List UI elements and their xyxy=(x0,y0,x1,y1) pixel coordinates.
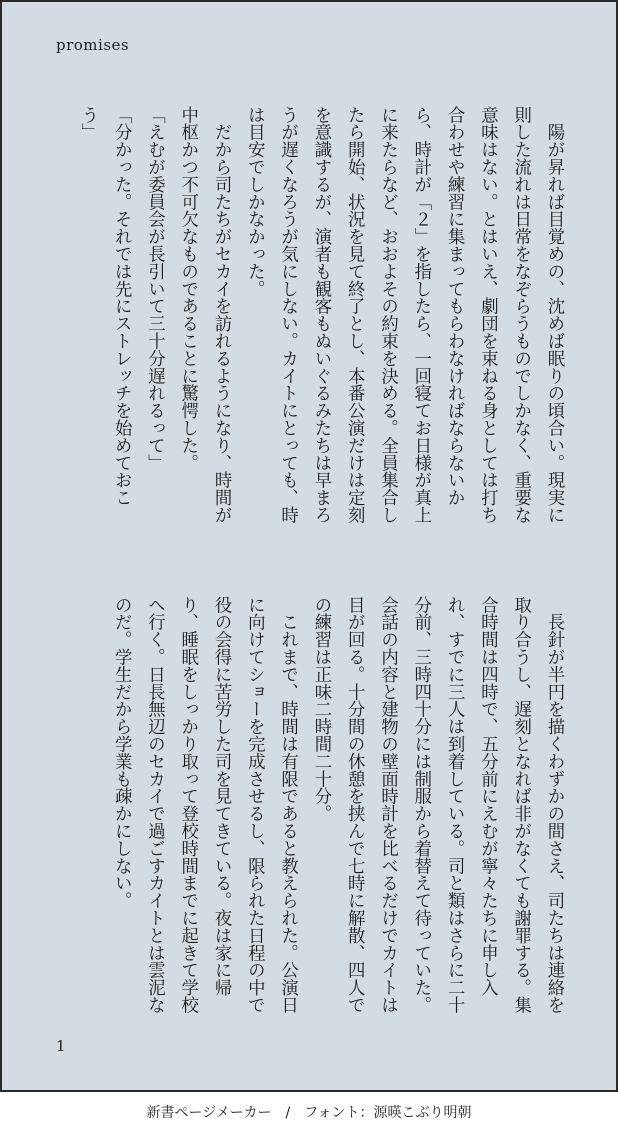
footer-credit: 新書ページメーカー / フォント：源暎こぶり明朝 xyxy=(146,1105,472,1121)
text-column-bottom: 長針が半円を描くわずかの間さえ、司たちは連絡を取り合うし、遅刻となれば非がなくても謝罪する。集合時間は四時で、五分前にえむが寧々たちに申し入れ、すでに三人は到着している。司と類はさらに二十分前、三時四十分には制服から着替えて待っていた。会話の内容と建物の壁面時計を比べるだけでカイトは目が回る。十分間の休憩を挟んで七時に解散、四人での練習は正味二時間二十分。 これまで、時間は有限であると教えられた。公演日に向けてショーを完成させるし、限られた日程の中で役の会得に苦労した司を見てきている。夜は家に帰り、睡眠をしっかり取って登校時間までに起きて学校へ行く。日長無辺のセカイで過ごすカイトとは雲泥なのだ。学生だから学業も疎かにしない。 xyxy=(111,596,564,1014)
running-header-title: promises xyxy=(56,36,130,54)
page-number: 1 xyxy=(56,1037,66,1055)
text-column-top: 陽が昇れば目覚めの、沈めば眠りの頃合い。現実に則した流れは日常をなぞらうものでしかなく、重要な意味はない。とはいえ、劇団を束ねる身としては打ち合わせや練習に集まってもらわなければならないから、時計が「２」を指したら、一回寝てお日様が真上に来たらなど、おおよその約束を決める。全員集合したら開始、状況を見て終了とし、本番公演だけは定刻を意識するが、演者も観客もぬいぐるみたちは早まろうが遅くなろうが気にしない。カイトにとっても、時は目安でしかなかった。 だから司たちがセカイを訪れるようになり、時間が中枢かつ不可欠なものであることに驚愕した。 「えむが委員会が長引いて三十分遅れるって」 「分かった。それでは先にストレッチを始めておこう」 xyxy=(77,106,564,524)
